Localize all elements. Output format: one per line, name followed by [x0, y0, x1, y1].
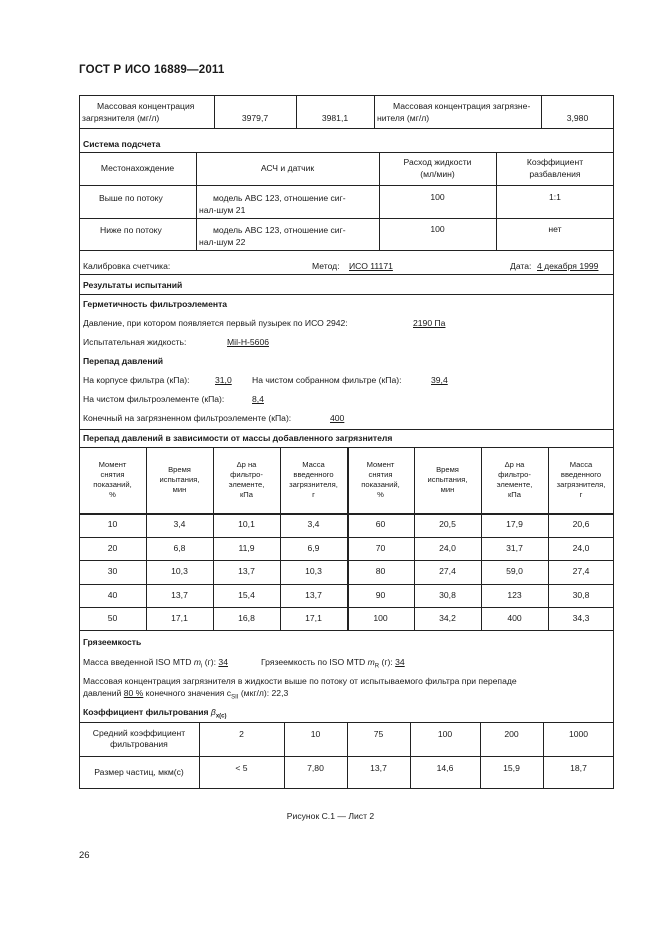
- calibration-label: Калибровка счетчика:: [83, 261, 171, 271]
- col-location-header: Местонахождение: [100, 162, 175, 173]
- dp-table-cell: 20,6: [572, 519, 590, 530]
- dp-table-cell: 10: [107, 519, 118, 530]
- injected-mass-unit: (г):: [202, 657, 217, 667]
- calibration-date-label: Дата:: [510, 261, 532, 271]
- clean-assembly-dp-value: 39,4: [431, 375, 448, 385]
- dp-table-cell: 6,8: [173, 542, 186, 553]
- test-fluid-label: Испытательная жидкость:: [83, 337, 187, 347]
- final-dp-value: 400: [330, 413, 345, 423]
- dp-table-cell: 100: [373, 612, 388, 623]
- downstream-apc-line2: нал-шум 22: [199, 237, 246, 247]
- dp-table-header-line: показаний,: [361, 480, 400, 489]
- contamination-value-2: 3981,1: [321, 113, 349, 124]
- dp-table-title: Перепад давлений в зависимости от массы добавленного загрязнителя: [83, 433, 393, 443]
- dp-table-cell: 30,8: [439, 589, 456, 600]
- dp-table-header-line: %: [377, 490, 384, 499]
- injected-mass-line: [83, 657, 228, 673]
- dp-table-header-line: Масса: [302, 460, 325, 469]
- integrity-title: Герметичность фильтроэлемента: [83, 299, 228, 309]
- dp-table-header: [347, 447, 414, 513]
- divider: [79, 250, 614, 251]
- capacity-title: Грязеемкость: [83, 637, 142, 647]
- beta-ratio-value: 100: [437, 729, 453, 740]
- retained-mass-label: Грязеемкость по ISO MTD: [261, 657, 368, 667]
- dp-table-cell: 11,9: [238, 542, 255, 553]
- dp-table-cell: 13,7: [238, 566, 255, 577]
- page-number: 26: [79, 850, 90, 861]
- dp-table-cell: 17,9: [506, 519, 523, 530]
- upstream-concentration-line1: Массовая концентрация загрязнителя в жидкости выше по потоку от испытываемого фильтра при перепаде: [83, 676, 517, 686]
- dp-table-header-line: Масса: [569, 460, 593, 469]
- divider: [79, 218, 614, 219]
- retained-mass-line: [261, 657, 405, 673]
- particle-size-value: 13,7: [370, 763, 387, 774]
- dp-table-header-line: загрязнителя,: [289, 480, 338, 489]
- calibration-method-label: Метод:: [312, 261, 340, 271]
- beta-ratio-value: 200: [504, 729, 519, 740]
- housing-dp-label: На корпусе фильтра (кПа):: [83, 375, 190, 385]
- col-flow-line2: (мл/мин): [420, 168, 455, 179]
- particle-size-value: < 5: [235, 763, 248, 774]
- upstream-concentration-line2: [83, 688, 288, 704]
- beta-title-line: [83, 707, 227, 723]
- upstream-apc-line2: нал-шум 21: [199, 205, 246, 215]
- dp-table-cell: 123: [507, 589, 522, 600]
- dp-table-cell: 90: [375, 589, 386, 600]
- contamination-right-label-line2: нителя (мг/л): [377, 113, 430, 123]
- dp-table-cell: 15,4: [238, 589, 255, 600]
- document-header: ГОСТ Р ИСО 16889—2011: [79, 64, 225, 76]
- beta-ratio-value: 2: [239, 729, 244, 740]
- dp-table-cell: 34,2: [439, 612, 456, 623]
- beta-ratio-value: 10: [310, 729, 321, 740]
- bubble-point-value: 2190 Па: [413, 318, 446, 328]
- upstream-flow: 100: [430, 192, 445, 203]
- dp-table-header-line: Время: [436, 465, 459, 474]
- beta-row2-label: Размер частиц, мкм(c): [94, 766, 184, 777]
- downstream-dilution: нет: [548, 224, 562, 235]
- dp-table-cell: 59,0: [506, 566, 523, 577]
- dp-table-header: [414, 447, 481, 513]
- final-dp-label: Конечный на загрязненном фильтроэлементе (кПа):: [83, 413, 292, 423]
- dp-table-cell: 80: [375, 566, 386, 577]
- calibration-date-value: 4 декабря 1999: [537, 261, 599, 271]
- clean-element-dp-label: На чистом фильтроэлементе (кПа):: [83, 394, 225, 404]
- injected-mass-symbol: m: [193, 657, 202, 667]
- divider: [79, 429, 614, 430]
- housing-dp-value: 31,0: [215, 375, 232, 385]
- col-flow-header: [379, 152, 496, 185]
- dp-table-cell: 17,1: [171, 612, 188, 623]
- dp-table-header-line: элементе,: [496, 480, 533, 489]
- dp-table-cell: 31,7: [506, 542, 523, 553]
- figure-caption: Рисунок С.1 — Лист 2: [286, 811, 375, 821]
- dp-table-header-line: снятия: [368, 470, 393, 479]
- divider: [79, 128, 614, 129]
- retained-mass-sub: R: [374, 663, 380, 670]
- dp-table-header-line: Δp на: [504, 460, 525, 469]
- dp-table-header-line: загрязнителя,: [556, 480, 606, 489]
- dp-table-cell: 400: [507, 612, 522, 623]
- upstream-concentration-pct: 80 %: [123, 688, 144, 698]
- dp-table-header-line: Момент: [98, 460, 127, 469]
- dp-table-cell: 13,7: [305, 589, 322, 600]
- dp-table-header: [481, 447, 548, 513]
- dp-table-cell: 34,3: [572, 612, 590, 623]
- col-dilution-line2: разбавления: [529, 168, 581, 179]
- divider: [79, 630, 614, 631]
- beta-row1-label: [79, 722, 199, 756]
- particle-size-value: 15,9: [503, 763, 520, 774]
- dp-table-header-line: Время: [168, 465, 191, 474]
- dp-table-header-line: фильтро-: [230, 470, 263, 479]
- contamination-value-3: 3,980: [566, 113, 589, 124]
- dp-table-header-line: Момент: [366, 460, 395, 469]
- beta-row1-label-line: Средний коэффициент: [92, 727, 186, 738]
- dp-table-cell: 24,0: [572, 542, 590, 553]
- col-dilution-line1: Коэффициент: [526, 157, 584, 167]
- upstream-concentration-pre: давлений: [83, 688, 124, 698]
- downstream-flow: 100: [430, 224, 445, 235]
- dp-table-cell: 27,4: [439, 566, 456, 577]
- dp-table-header-line: снятия: [100, 470, 125, 479]
- retained-mass-unit: (г):: [379, 657, 393, 667]
- results-title: Результаты испытаний: [83, 280, 183, 290]
- dp-table-header-line: элементе,: [228, 480, 265, 489]
- dp-table-header-line: испытания,: [159, 475, 200, 484]
- dp-table-cell: 24,0: [439, 542, 456, 553]
- beta-symbol-sub: x(c): [215, 713, 227, 720]
- upstream-concentration-mid: конечного значения c: [143, 688, 232, 698]
- dp-table-cell: 3,4: [307, 519, 320, 530]
- dp-table-cell: 3,4: [173, 519, 186, 530]
- dp-table-cell: 10,3: [171, 566, 188, 577]
- divider: [79, 185, 614, 186]
- dp-table-cell: 70: [375, 542, 386, 553]
- dp-table-header-line: %: [109, 490, 116, 499]
- divider: [79, 294, 614, 295]
- dp-table-header: [280, 447, 347, 513]
- dp-table-header: [548, 447, 614, 513]
- dp-table-header-line: кПа: [239, 490, 253, 499]
- dp-table-cell: 17,1: [305, 612, 322, 623]
- beta-ratio-value: 75: [373, 729, 384, 740]
- dp-table-header: [79, 447, 146, 513]
- clean-assembly-dp-label: На чистом собранном фильтре (кПа):: [252, 375, 402, 385]
- upstream-location: Выше по потоку: [99, 193, 163, 203]
- dp-table-cell: 30,8: [572, 589, 590, 600]
- calibration-method-value: ИСО 11171: [349, 261, 393, 271]
- divider: [79, 274, 614, 275]
- dp-table-header: [213, 447, 280, 513]
- beta-row1-label-line: фильтрования: [110, 739, 168, 749]
- retained-mass-value: 34: [395, 657, 405, 667]
- contamination-left-label-line1: Массовая концентрация: [97, 101, 195, 111]
- col-apc-header: АСЧ и датчик: [260, 162, 315, 173]
- dp-table-cell: 10,3: [305, 566, 322, 577]
- contamination-value-1: 3979,7: [241, 113, 269, 124]
- dp-table-header-line: введенного: [560, 470, 602, 479]
- injected-mass-label: Масса введенной ISO MTD: [83, 657, 194, 667]
- divider: [374, 95, 375, 128]
- retained-mass-symbol: m: [367, 657, 375, 667]
- particle-size-value: 7,80: [307, 763, 324, 774]
- counting-system-title: Система подсчета: [83, 139, 161, 149]
- dp-table-cell: 16,8: [238, 612, 255, 623]
- upstream-concentration-sub: SII: [231, 694, 239, 701]
- dp-table-cell: 50: [107, 612, 118, 623]
- dp-table-header-line: мин: [440, 485, 455, 494]
- dp-table-header-line: кПа: [507, 490, 521, 499]
- dp-table-cell: 30: [107, 566, 118, 577]
- col-dilution-header: [496, 152, 614, 185]
- particle-size-value: 14,6: [436, 763, 454, 774]
- contamination-right-label-line1: Массовая концентрация загрязне-: [393, 101, 531, 111]
- upstream-dilution: 1:1: [549, 192, 561, 203]
- injected-mass-value: 34: [218, 657, 228, 667]
- dp-table-header-line: мин: [172, 485, 187, 494]
- dp-table-cell: 27,4: [572, 566, 590, 577]
- upstream-apc-line1: модель ABC 123, отношение сиг-: [213, 193, 346, 203]
- downstream-apc-line1: модель ABC 123, отношение сиг-: [213, 225, 346, 235]
- contamination-left-label-line2: загрязнителя (мг/л): [82, 113, 160, 123]
- beta-symbol: β: [210, 707, 216, 717]
- dp-table-header-line: Δp на: [236, 460, 257, 469]
- dp-table-header-line: г: [579, 490, 583, 499]
- col-flow-line1: Расход жидкости: [403, 157, 472, 167]
- dp-table-cell: 60: [375, 519, 386, 530]
- injected-mass-sub: i: [201, 663, 203, 670]
- dp-table-header-line: фильтро-: [498, 470, 531, 479]
- dp-table-cell: 20: [107, 542, 118, 553]
- dp-table-header-line: введенного: [293, 470, 334, 479]
- upstream-concentration-post: (мкг/л): 22,3: [238, 688, 289, 698]
- particle-size-value: 18,7: [570, 763, 587, 774]
- pressure-drop-title: Перепад давлений: [83, 356, 164, 366]
- dp-table-header-line: испытания,: [427, 475, 468, 484]
- dp-table-cell: 6,9: [307, 542, 320, 553]
- test-fluid-value: Mil-H-5606: [227, 337, 270, 347]
- dp-table-header-line: показаний,: [93, 480, 132, 489]
- beta-ratio-value: 1000: [568, 729, 589, 740]
- bubble-point-label: Давление, при котором появляется первый пузырек по ИСО 2942:: [83, 318, 348, 328]
- dp-table-cell: 20,5: [439, 519, 456, 530]
- downstream-location: Ниже по потоку: [100, 225, 162, 235]
- dp-table-header-line: г: [312, 490, 315, 499]
- dp-table-cell: 10,1: [238, 519, 255, 530]
- clean-element-dp-value: 8,4: [252, 394, 264, 404]
- dp-table-cell: 13,7: [171, 589, 188, 600]
- beta-title: Коэффициент фильтрования: [83, 707, 209, 717]
- dp-table-cell: 40: [107, 589, 118, 600]
- dp-table-header: [146, 447, 213, 513]
